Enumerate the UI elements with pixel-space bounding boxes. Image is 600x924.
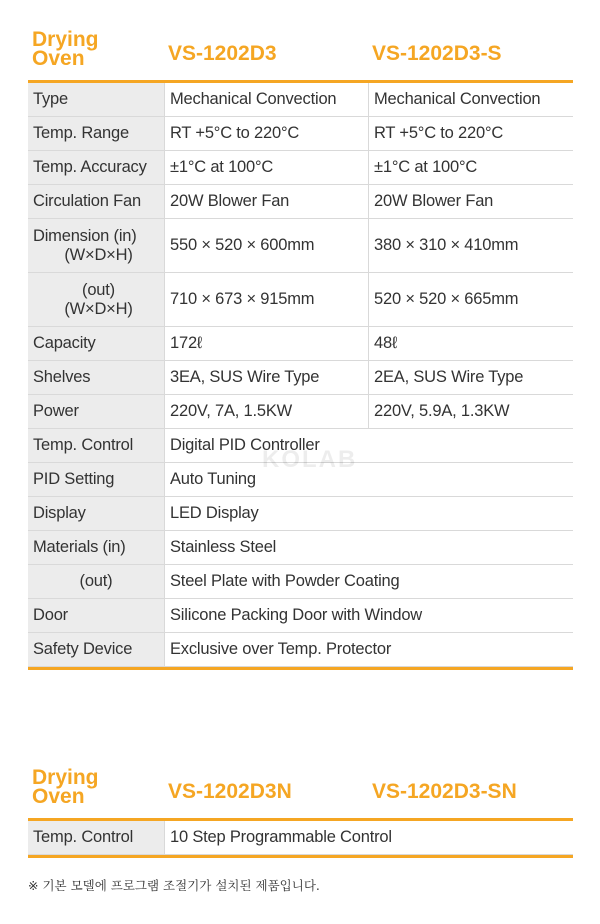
table-row	[28, 633, 573, 667]
table-row	[28, 497, 573, 531]
row-label-line-2: (W×D×H)	[64, 245, 133, 264]
row-label: Temp. Range	[28, 117, 165, 151]
model-name-2: VS-1202D3-SN	[372, 780, 517, 803]
table-row	[28, 395, 573, 429]
footer-rule	[28, 855, 573, 858]
cell-model-2: 220V, 5.9A, 1.3KW	[369, 395, 574, 429]
spec-table-1	[28, 30, 573, 670]
cell-model-2: RT +5°C to 220°C	[369, 117, 574, 151]
cell-model-2: 20W Blower Fan	[369, 185, 574, 219]
cell-shared: LED Display	[165, 497, 574, 531]
table-row	[28, 151, 573, 185]
table-row	[28, 327, 573, 361]
cell-shared: Digital PID Controller	[165, 429, 574, 463]
footer-rule	[28, 667, 573, 670]
category-line-1: Drying	[32, 766, 99, 789]
row-label: Power	[28, 395, 165, 429]
cell-shared: 10 Step Programmable Control	[165, 821, 574, 855]
spec-grid	[28, 821, 573, 855]
row-label	[28, 219, 165, 273]
watermark: KOLAB	[262, 446, 358, 473]
cell-shared: Exclusive over Temp. Protector	[165, 633, 574, 667]
cell-model-1: 172ℓ	[165, 327, 369, 361]
table-row	[28, 599, 573, 633]
row-label: Capacity	[28, 327, 165, 361]
table-row	[28, 565, 573, 599]
row-label: Temp. Control	[28, 821, 165, 855]
cell-shared: Stainless Steel	[165, 531, 574, 565]
cell-model-1: 220V, 7A, 1.5KW	[165, 395, 369, 429]
table-row	[28, 463, 573, 497]
cell-model-1: 550 × 520 × 600mm	[165, 219, 369, 273]
table-row	[28, 185, 573, 219]
table-row	[28, 219, 573, 273]
category-title	[32, 768, 142, 806]
spec-grid	[28, 83, 573, 667]
table-row	[28, 83, 573, 117]
cell-model-1: 3EA, SUS Wire Type	[165, 361, 369, 395]
table-row	[28, 429, 573, 463]
cell-model-1: ±1°C at 100°C	[165, 151, 369, 185]
cell-shared: Auto Tuning	[165, 463, 574, 497]
table-row	[28, 273, 573, 327]
spec-table-2	[28, 768, 573, 858]
category-title	[32, 30, 142, 68]
row-label-line-2: (W×D×H)	[64, 299, 133, 318]
cell-model-2: 48ℓ	[369, 327, 574, 361]
cell-model-1: 710 × 673 × 915mm	[165, 273, 369, 327]
row-label: Materials (in)	[28, 531, 165, 565]
cell-model-1: 20W Blower Fan	[165, 185, 369, 219]
row-label-stack	[33, 281, 164, 319]
cell-model-2: 380 × 310 × 410mm	[369, 219, 574, 273]
cell-model-2: 2EA, SUS Wire Type	[369, 361, 574, 395]
row-label: Display	[28, 497, 165, 531]
row-label: (out)	[28, 565, 165, 599]
model-name-1: VS-1202D3N	[168, 780, 292, 803]
model-name-1: VS-1202D3	[168, 42, 277, 65]
row-label: PID Setting	[28, 463, 165, 497]
row-label-line-1: (out)	[82, 280, 115, 299]
cell-shared: Silicone Packing Door with Window	[165, 599, 574, 633]
row-label	[28, 273, 165, 327]
model-name-2: VS-1202D3-S	[372, 42, 502, 65]
row-label: Door	[28, 599, 165, 633]
row-label: Type	[28, 83, 165, 117]
spec-header	[28, 30, 573, 80]
table-row	[28, 531, 573, 565]
row-label-stack	[33, 227, 164, 265]
row-label: Circulation Fan	[28, 185, 165, 219]
category-line-1: Drying	[32, 28, 99, 51]
cell-model-2: Mechanical Convection	[369, 83, 574, 117]
cell-model-2: ±1°C at 100°C	[369, 151, 574, 185]
category-line-2: Oven	[32, 47, 85, 70]
row-label: Shelves	[28, 361, 165, 395]
cell-shared: Steel Plate with Powder Coating	[165, 565, 574, 599]
row-label: Temp. Control	[28, 429, 165, 463]
table-row	[28, 117, 573, 151]
row-label: Temp. Accuracy	[28, 151, 165, 185]
table-row	[28, 821, 573, 855]
cell-model-1: RT +5°C to 220°C	[165, 117, 369, 151]
row-label-line-1: Dimension (in)	[33, 226, 137, 245]
cell-model-1: Mechanical Convection	[165, 83, 369, 117]
category-line-2: Oven	[32, 785, 85, 808]
spec-header	[28, 768, 573, 818]
cell-model-2: 520 × 520 × 665mm	[369, 273, 574, 327]
row-label: Safety Device	[28, 633, 165, 667]
footnote: ※ 기본 모델에 프로그램 조절기가 설치된 제품입니다.	[28, 878, 320, 893]
table-row	[28, 361, 573, 395]
